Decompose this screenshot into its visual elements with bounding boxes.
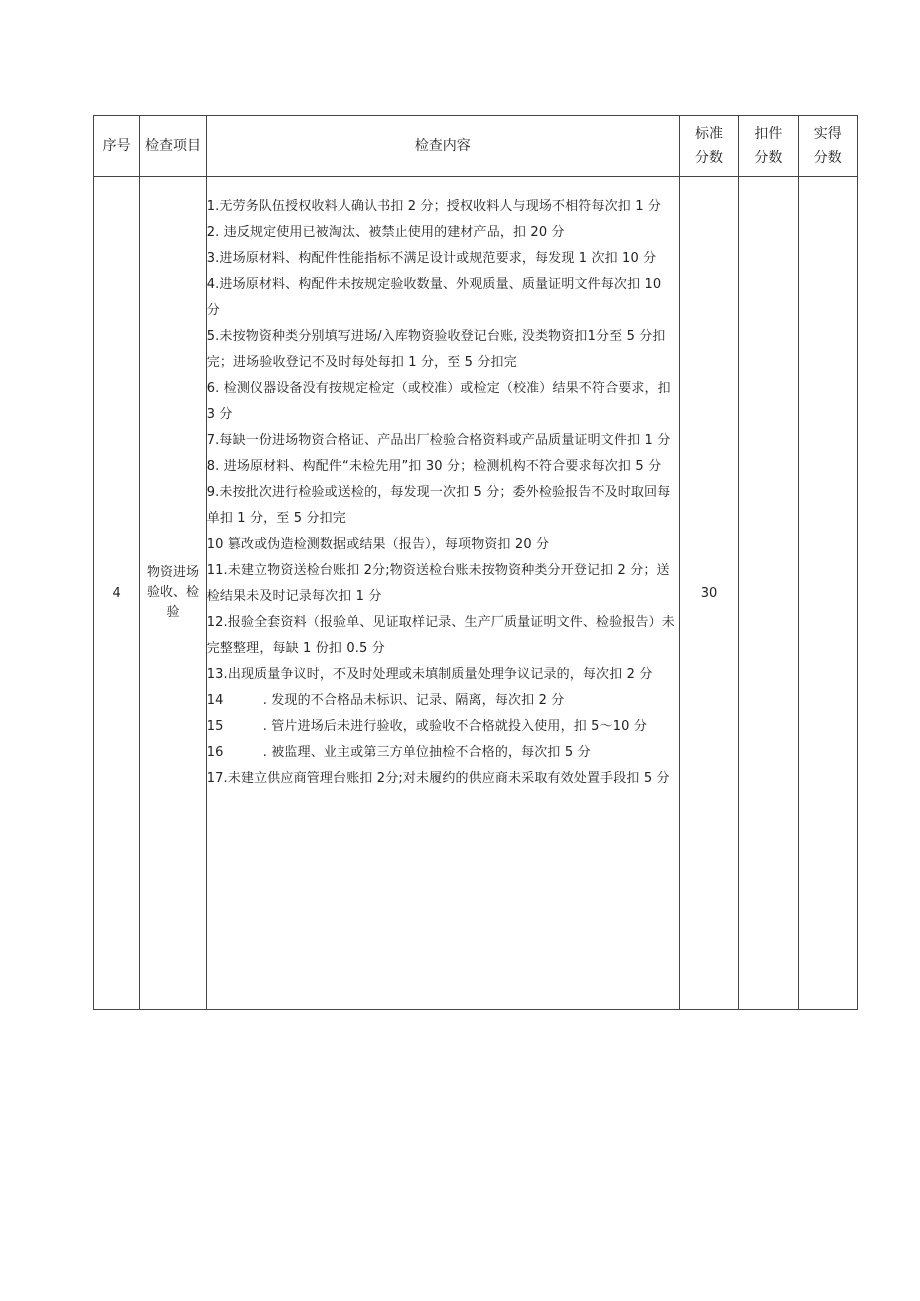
table-row — [94, 177, 858, 1010]
rule-text: . 管片进场后未进行验收，或验收不合格就投入使用，扣 5～10 分 — [262, 719, 648, 734]
actual-score[interactable] — [798, 177, 857, 1010]
rule-item: 9.未按批次进行检验或送检的，每发现一次扣 5 分；委外检验报告不及时取回每单扣 1 分，至 5 分扣完 — [206, 485, 671, 526]
rule-item: 3.进场原材料、构配件性能指标不满足设计或规范要求，每发现 1 次扣 10 分 — [206, 251, 657, 266]
header-item: 检查项目 — [140, 116, 206, 177]
row-item: 物资进场验收、检验 — [140, 177, 206, 1010]
rule-item: 10 篡改或伪造检测数据或结果（报告），每项物资扣 20 分 — [206, 537, 550, 552]
rule-item: 7.每缺一份进场物资合格证、产品出厂检验合格资料或产品质量证明文件扣 1 分 — [206, 433, 671, 448]
header-standard-score — [679, 116, 738, 177]
header-actual-line1: 实得 — [813, 126, 842, 142]
header-content: 检查内容 — [206, 116, 679, 177]
row-content — [206, 177, 679, 1010]
rule-item: 2. 违反规定使用已被淘汰、被禁止使用的建材产品，扣 20 分 — [206, 225, 565, 240]
header-deducted-line1: 扣件 — [754, 126, 783, 142]
rule-item: 8. 进场原材料、构配件“未检先用”扣 30 分；检测机构不符合要求每次扣 5 分 — [206, 459, 662, 474]
header-deducted-line2: 分数 — [754, 150, 783, 166]
standard-score: 30 — [679, 177, 738, 1010]
rule-item: 6. 检测仪器设备没有按规定检定（或校准）或检定（校准）结果不符合要求，扣 3 分 — [206, 381, 671, 422]
rule-item-16 — [207, 740, 678, 766]
rule-number: 14 — [206, 693, 224, 708]
rule-text: . 被监理、业主或第三方单位抽检不合格的，每次扣 5 分 — [262, 745, 591, 760]
header-standard-line2: 分数 — [695, 150, 723, 166]
header-deducted-score — [739, 116, 798, 177]
inspection-table — [93, 115, 858, 1010]
header-seq: 序号 — [94, 116, 140, 177]
rule-item: 17.未建立供应商管理台账扣 2分;对未履约的供应商未采取有效处置手段扣 5 分 — [206, 771, 670, 786]
rule-item: 5.未按物资种类分别填写进场/入库物资验收登记台账, 没类物资扣1分至 5 分扣完；进场验收登记不及时每处每扣 1 分，至 5 分扣完 — [206, 329, 666, 370]
header-standard-line1: 标准 — [695, 126, 723, 142]
header-actual-score — [798, 116, 857, 177]
header-row — [94, 116, 858, 177]
rule-item: 1.无劳务队伍授权收料人确认书扣 2 分；授权收料人与现场不相符每次扣 1 分 — [206, 199, 662, 214]
rule-item: 11.未建立物资送检台账扣 2分;物资送检台账未按物资种类分开登记扣 2 分；送检结果未及时记录每次扣 1 分 — [206, 563, 670, 604]
rule-number: 15 — [206, 719, 224, 734]
row-seq: 4 — [94, 177, 140, 1010]
rule-item: 12.报验全套资料（报验单、见证取样记录、生产厂质量证明文件、检验报告）未完整整理，每缺 1 份扣 0.5 分 — [206, 615, 675, 656]
rule-text: . 发现的不合格品未标识、记录、隔离，每次扣 2 分 — [262, 693, 565, 708]
rule-item: 4.进场原材料、构配件未按规定验收数量、外观质量、质量证明文件每次扣 10 分 — [206, 277, 662, 318]
rule-item-15 — [207, 714, 678, 740]
rule-number: 16 — [206, 745, 224, 760]
header-actual-line2: 分数 — [813, 150, 842, 166]
rule-item: 13.出现质量争议时，不及时处理或未填制质量处理争议记录的，每次扣 2 分 — [206, 667, 653, 682]
rule-item-14 — [207, 688, 678, 714]
deducted-score[interactable] — [739, 177, 798, 1010]
